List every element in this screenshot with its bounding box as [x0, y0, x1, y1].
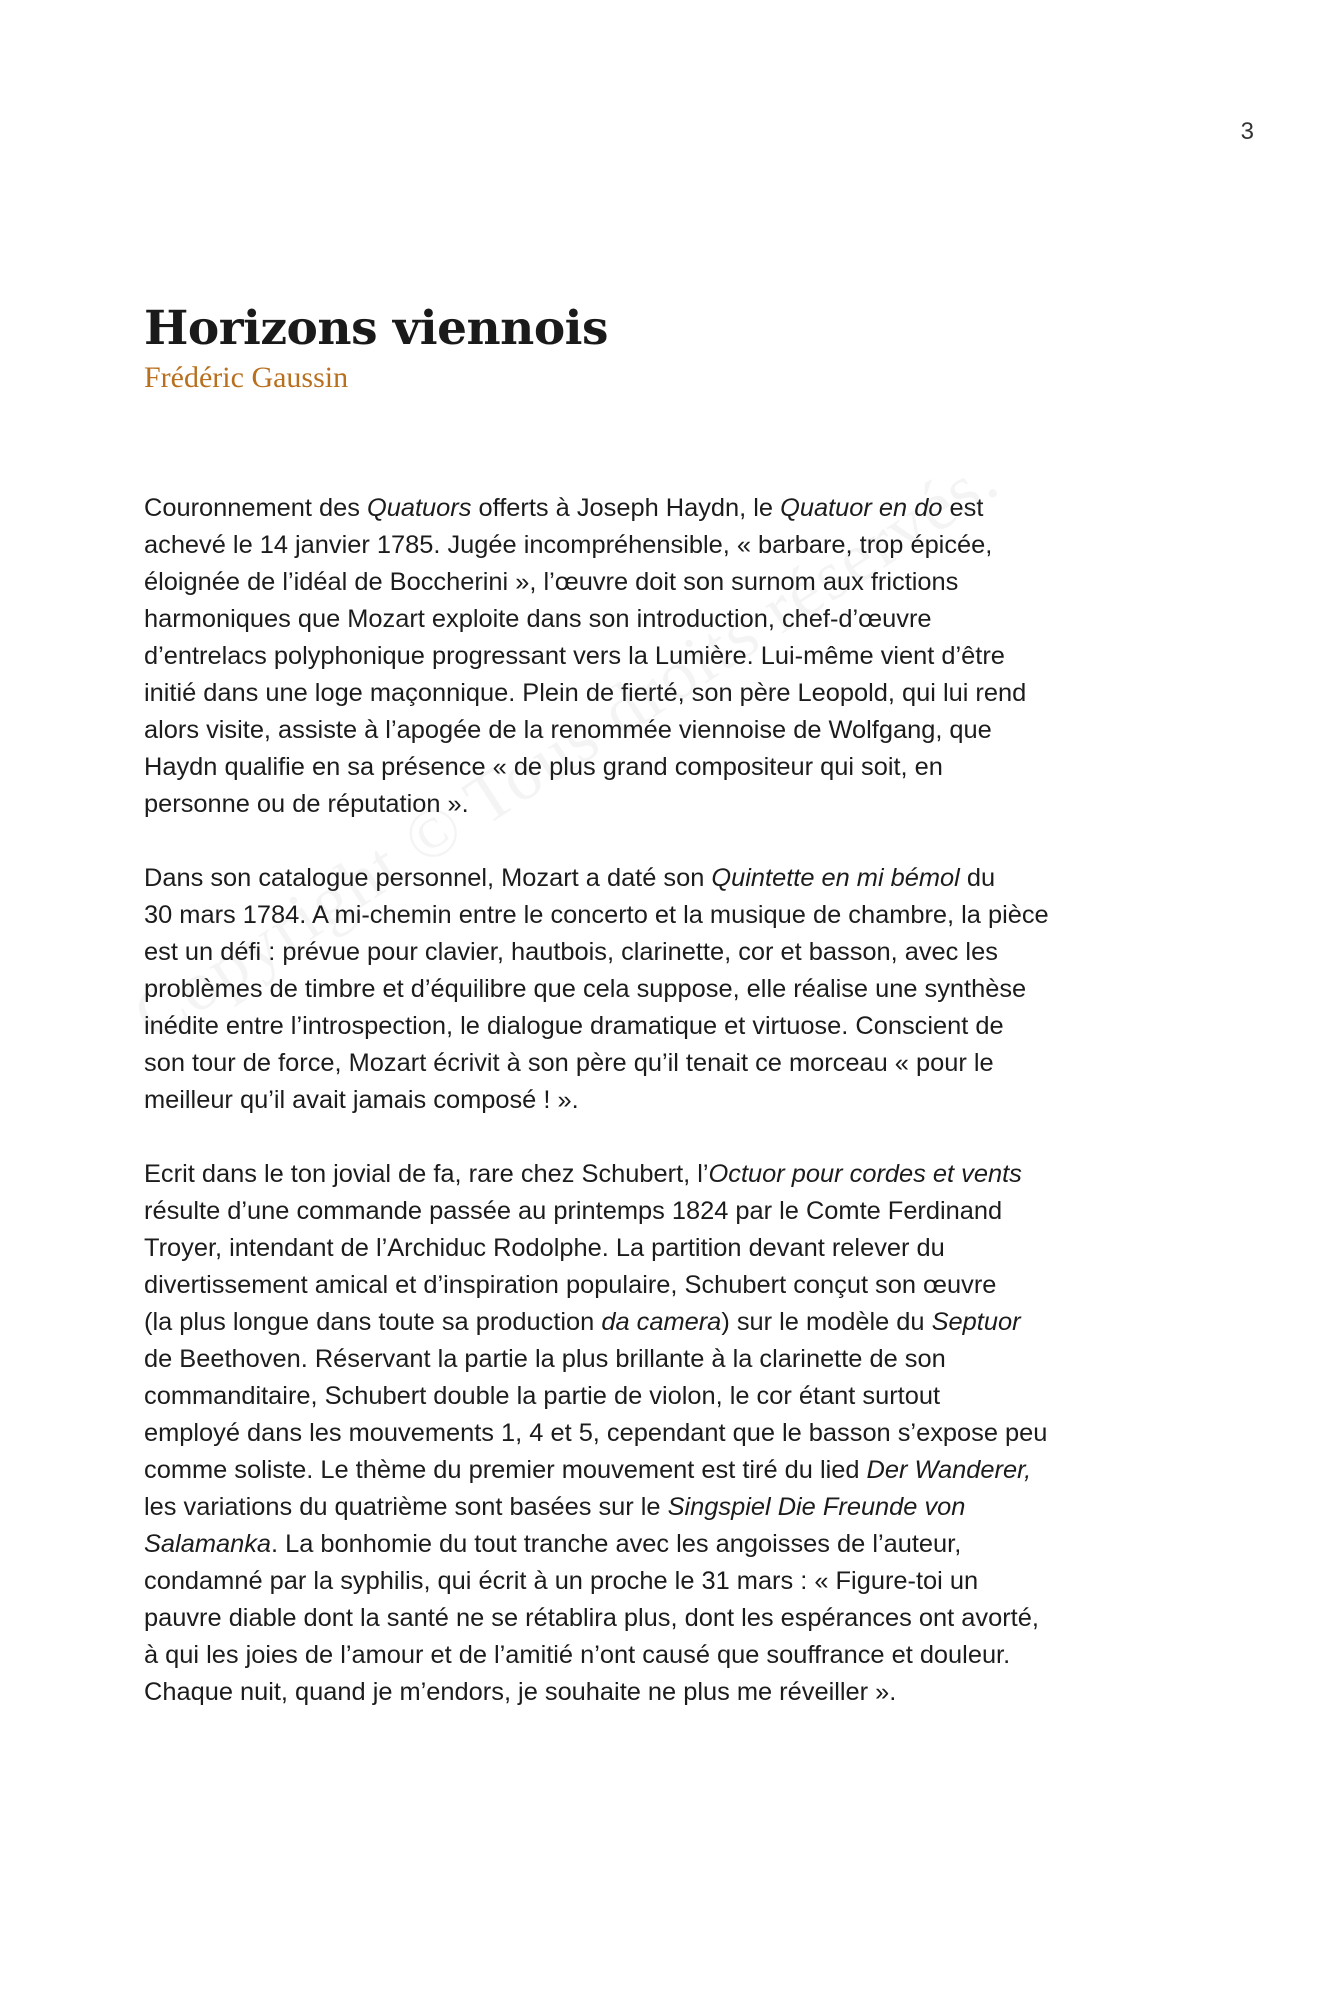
text-line — [144, 1489, 1204, 1526]
text-line — [144, 1637, 1204, 1674]
text-line — [144, 712, 1204, 749]
italic-text: Septuor — [931, 1308, 1021, 1336]
text-line — [144, 564, 1204, 601]
text-run: pauvre diable dont la santé ne se rétablira plus, dont les espérances ont avorté, — [144, 1604, 1039, 1632]
text-run: Chaque nuit, quand je m’endors, je souhaite ne plus me réveiller ». — [144, 1678, 897, 1706]
text-run: ) sur le modèle du — [721, 1308, 932, 1336]
text-line — [144, 897, 1204, 934]
text-line — [144, 971, 1204, 1008]
text-run: à qui les joies de l’amour et de l’amitié n’ont causé que souffrance et douleur. — [144, 1641, 1011, 1669]
text-line — [144, 1082, 1204, 1119]
text-run: Troyer, intendant de l’Archiduc Rodolphe. La partition devant relever du — [144, 1234, 945, 1262]
text-run: les variations du quatrième sont basées sur le — [144, 1493, 668, 1521]
text-run: Dans son catalogue personnel, Mozart a daté son — [144, 864, 712, 892]
text-run: est un défi : prévue pour clavier, hautbois, clarinette, cor et basson, avec les — [144, 938, 998, 966]
text-run: éloignée de l’idéal de Boccherini », l’œuvre doit son surnom aux frictions — [144, 568, 959, 596]
text-line — [144, 1230, 1204, 1267]
italic-text: Der Wanderer, — [866, 1456, 1032, 1484]
article-body — [144, 490, 1204, 1711]
italic-text: da camera — [601, 1308, 722, 1336]
text-line — [144, 1600, 1204, 1637]
text-run: . La bonhomie du tout tranche avec les angoisses de l’auteur, — [271, 1530, 962, 1558]
text-run: résulte d’une commande passée au printemps 1824 par le Comte Ferdinand — [144, 1197, 1003, 1225]
page-number: 3 — [1240, 118, 1254, 145]
text-run: condamné par la syphilis, qui écrit à un proche le 31 mars : « Figure-toi un — [144, 1567, 979, 1595]
text-run: commanditaire, Schubert double la partie de violon, le cor étant surtout — [144, 1382, 941, 1410]
text-line — [144, 527, 1204, 564]
text-line — [144, 1415, 1204, 1452]
text-run: son tour de force, Mozart écrivit à son père qu’il tenait ce morceau « pour le — [144, 1049, 994, 1077]
text-line — [144, 934, 1204, 971]
text-run: offerts à Joseph Haydn, le — [471, 494, 781, 522]
text-line — [144, 601, 1204, 638]
text-run: inédite entre l’introspection, le dialogue dramatique et virtuose. Conscient de — [144, 1012, 1004, 1040]
italic-text: Singspiel Die Freunde von — [667, 1493, 966, 1521]
text-line — [144, 1008, 1204, 1045]
text-run: harmoniques que Mozart exploite dans son introduction, chef-d’œuvre — [144, 605, 932, 633]
text-line — [144, 749, 1204, 786]
text-line — [144, 1045, 1204, 1082]
paragraph — [144, 1156, 1204, 1711]
article-title: Horizons viennois — [144, 301, 608, 356]
italic-text: Octuor pour cordes et vents — [708, 1160, 1022, 1188]
text-line — [144, 490, 1204, 527]
text-line — [144, 638, 1204, 675]
paragraph — [144, 860, 1204, 1119]
text-run: d’entrelacs polyphonique progressant vers la Lumière. Lui-même vient d’être — [144, 642, 1005, 670]
text-line — [144, 1452, 1204, 1489]
text-run: comme soliste. Le thème du premier mouvement est tiré du lied — [144, 1456, 867, 1484]
text-run: Haydn qualifie en sa présence « de plus grand compositeur qui soit, en — [144, 753, 943, 781]
text-run: 30 mars 1784. A mi-chemin entre le concerto et la musique de chambre, la pièce — [144, 901, 1049, 929]
paragraph — [144, 490, 1204, 823]
text-run: est — [942, 494, 984, 522]
text-line — [144, 1304, 1204, 1341]
text-run: initié dans une loge maçonnique. Plein de fierté, son père Leopold, qui lui rend — [144, 679, 1027, 707]
text-run: achevé le 14 janvier 1785. Jugée incompréhensible, « barbare, trop épicée, — [144, 531, 993, 559]
text-line — [144, 1526, 1204, 1563]
text-run: Ecrit dans le ton jovial de fa, rare chez Schubert, l’ — [144, 1160, 709, 1188]
italic-text: Quatuors — [367, 494, 472, 522]
text-line — [144, 675, 1204, 712]
text-run: problèmes de timbre et d’équilibre que cela suppose, elle réalise une synthèse — [144, 975, 1027, 1003]
text-run: meilleur qu’il avait jamais composé ! ». — [144, 1086, 579, 1114]
italic-text: Quintette en mi bémol — [711, 864, 960, 892]
italic-text: Salamanka — [144, 1530, 272, 1558]
italic-text: Quatuor en do — [780, 494, 943, 522]
text-run: du — [959, 864, 996, 892]
text-run: de Beethoven. Réservant la partie la plus brillante à la clarinette de son — [144, 1345, 946, 1373]
text-run: employé dans les mouvements 1, 4 et 5, cependant que le basson s’expose peu — [144, 1419, 1048, 1447]
text-line — [144, 786, 1204, 823]
text-run: personne ou de réputation ». — [144, 790, 469, 818]
text-line — [144, 1378, 1204, 1415]
article-author: Frédéric Gaussin — [144, 361, 349, 394]
text-line — [144, 1267, 1204, 1304]
text-line — [144, 860, 1204, 897]
text-run: divertissement amical et d’inspiration populaire, Schubert conçut son œuvre — [144, 1271, 997, 1299]
text-line — [144, 1193, 1204, 1230]
article — [144, 300, 1204, 1748]
text-line — [144, 1341, 1204, 1378]
text-run: alors visite, assiste à l’apogée de la renommée viennoise de Wolfgang, que — [144, 716, 992, 744]
text-line — [144, 1156, 1204, 1193]
text-line — [144, 1563, 1204, 1600]
text-run: (la plus longue dans toute sa production — [144, 1308, 602, 1336]
text-line — [144, 1674, 1204, 1711]
text-run: Couronnement des — [144, 494, 368, 522]
